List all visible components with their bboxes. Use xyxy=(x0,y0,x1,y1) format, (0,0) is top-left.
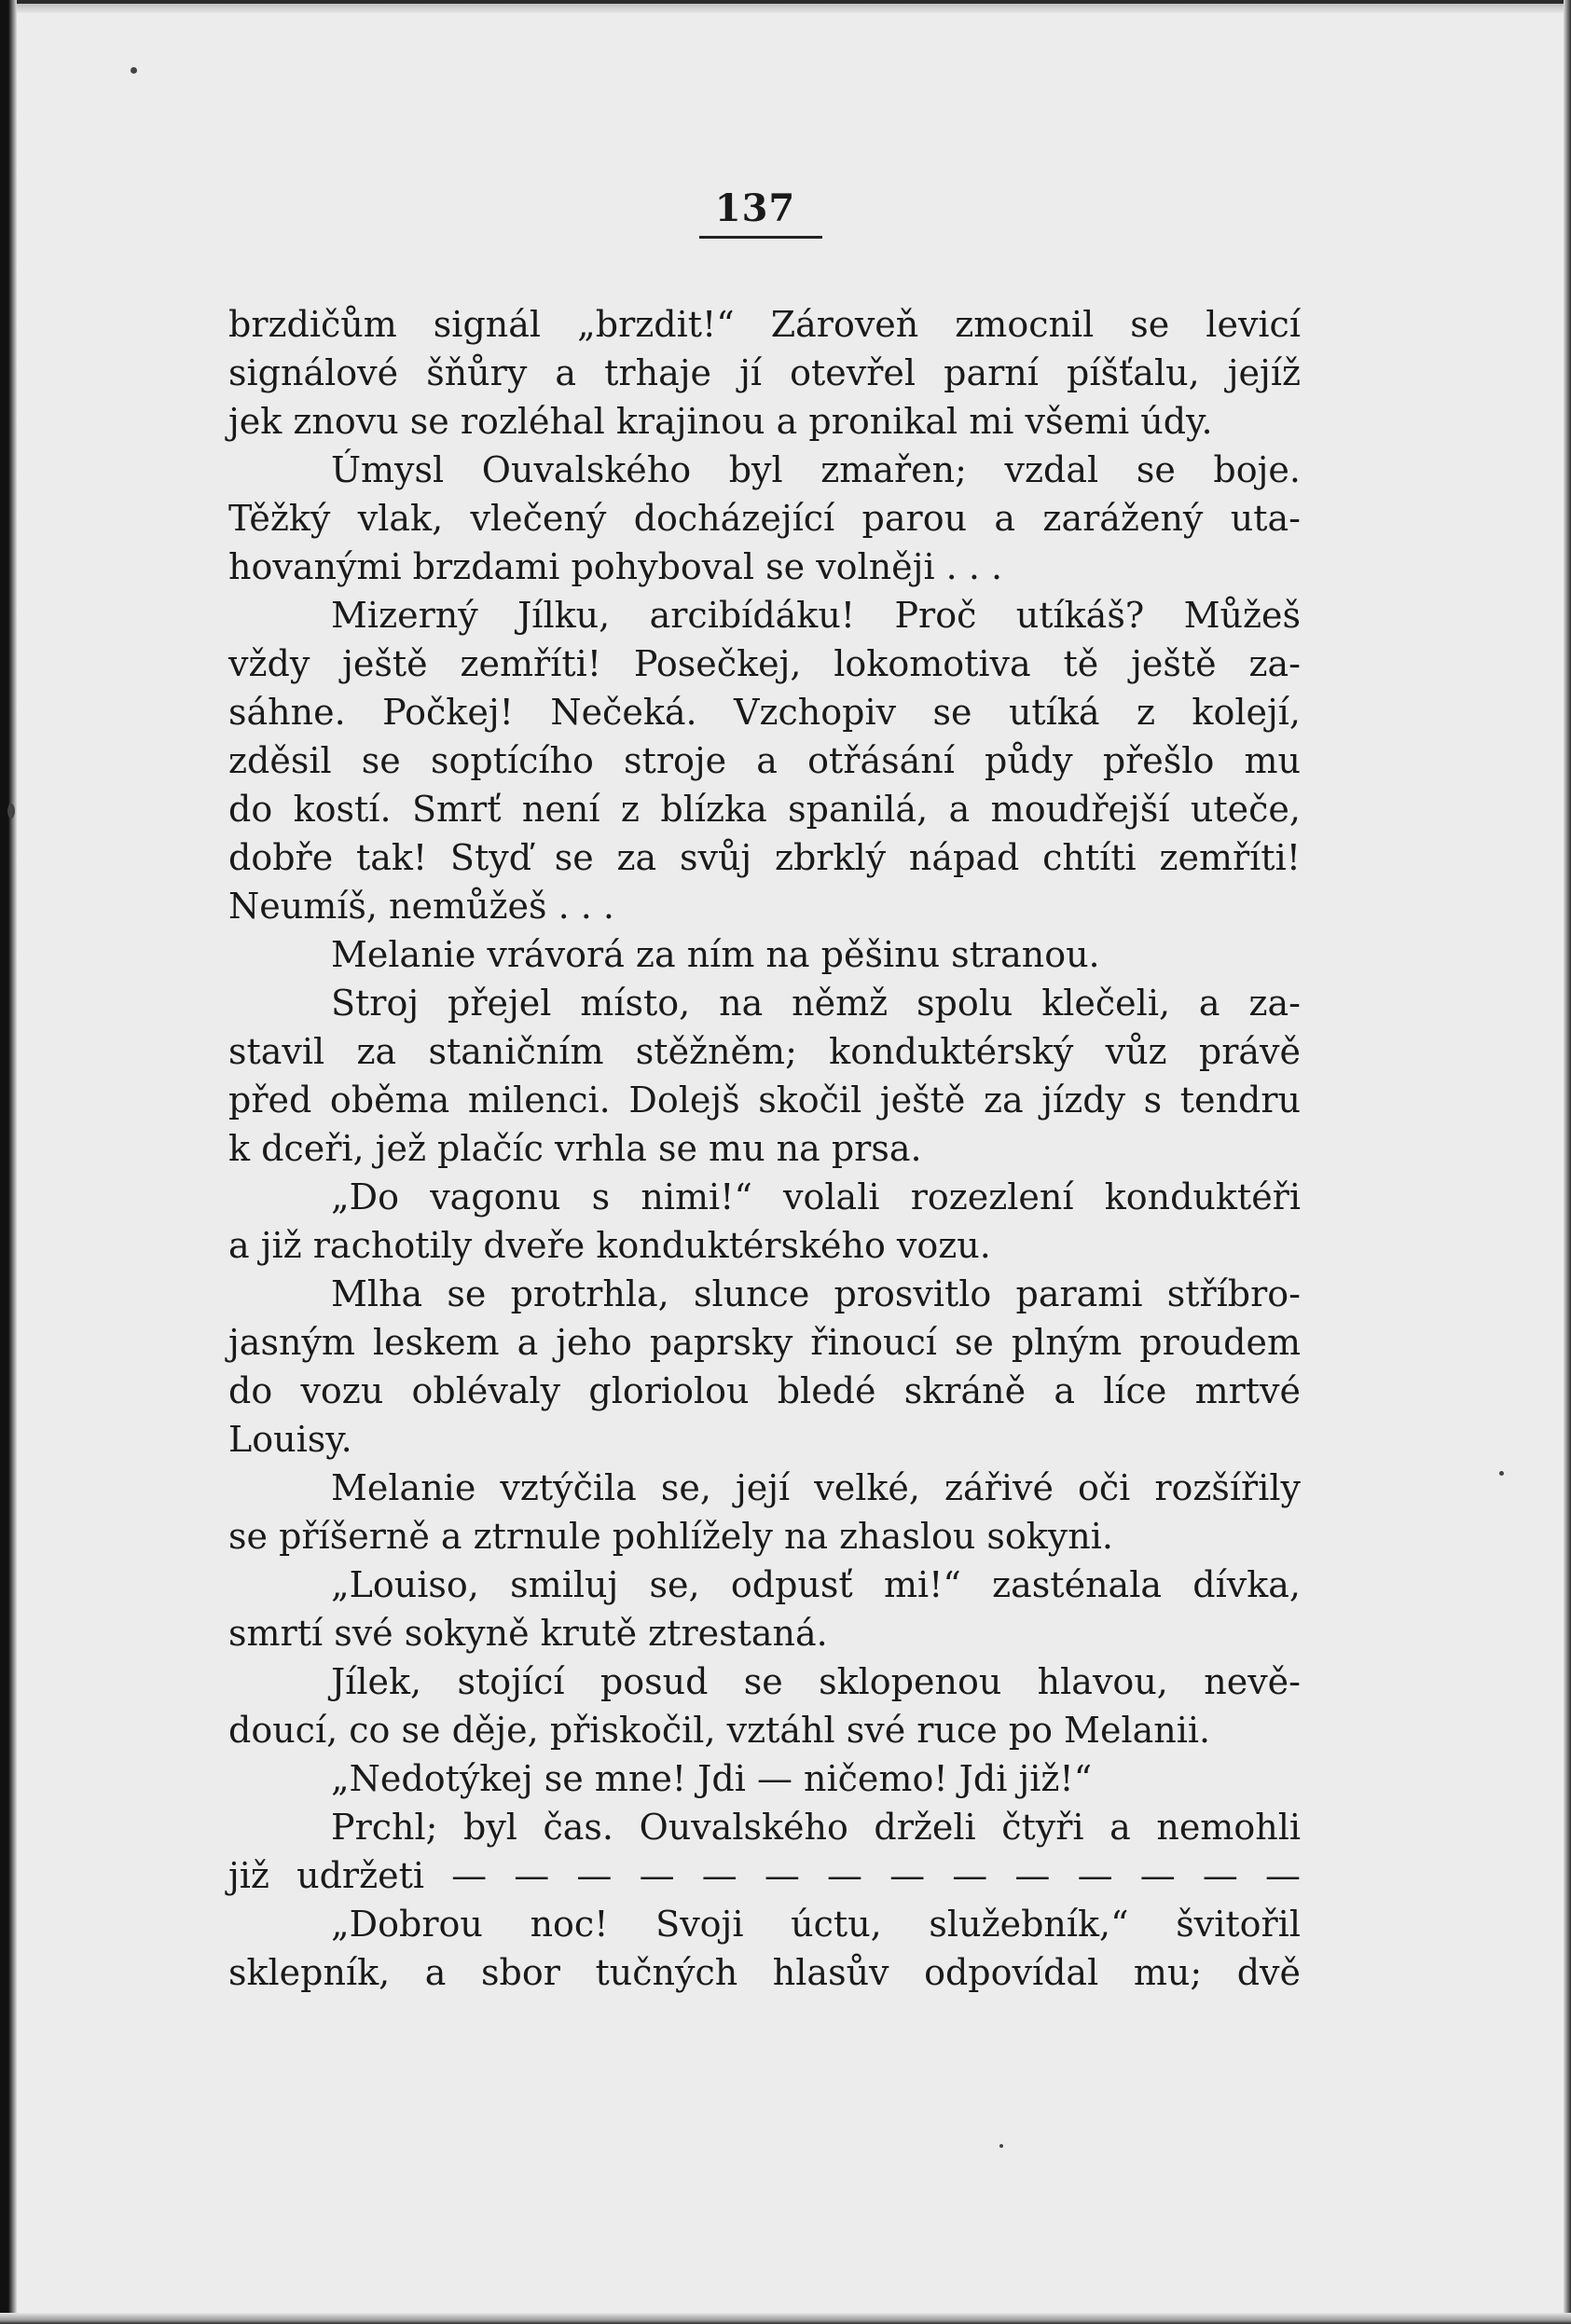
scan-top-edge xyxy=(0,0,1571,13)
text-line: Melanie vrávorá za ním na pěšinu stranou. xyxy=(331,934,1100,975)
scan-speck xyxy=(131,67,137,74)
text-line: „Do vagonu s nimi!“ volali rozezlení konduktéři xyxy=(331,1176,1301,1217)
scan-speck xyxy=(7,804,15,818)
text-line: před oběma milenci. Dolejš skočil ještě za jízdy s tendru xyxy=(228,1079,1301,1121)
text-line: již udržeti — — — — — — — — — — — — — — xyxy=(228,1855,1301,1896)
text-line: Melanie vztýčila se, její velké, zářivé oči rozšířily xyxy=(331,1467,1301,1508)
text-line: do vozu oblévaly gloriolou bledé skráně a líce mrtvé xyxy=(228,1370,1301,1411)
text-line: „Dobrou noc! Svoji úctu, služebník,“ švitořil xyxy=(331,1904,1301,1945)
text-line: Stroj přejel místo, na němž spolu klečeli, a za- xyxy=(331,983,1301,1024)
page-number-rule xyxy=(699,236,822,239)
body-text xyxy=(228,300,1301,1997)
text-line: „Louiso, smiluj se, odpusť mi!“ zasténala dívka, xyxy=(331,1564,1301,1605)
text-line: dobře tak! Styď se za svůj zbrklý nápad chtíti zemříti! xyxy=(228,837,1301,878)
text-line: brzdičům signál „brzdit!“ Zároveň zmocnil se levicí xyxy=(228,304,1301,345)
text-line: se příšerně a ztrnule pohlížely na zhaslou sokyni. xyxy=(228,1516,1113,1557)
text-line: „Nedotýkej se mne! Jdi — ničemo! Jdi již!“ xyxy=(331,1758,1093,1799)
text-line: a již rachotily dveře konduktérského vozu. xyxy=(228,1225,991,1266)
text-line: hovanými brzdami pohyboval se volněji . . . xyxy=(228,546,1003,587)
text-line: jasným leskem a jeho paprsky řinoucí se plným proudem xyxy=(228,1322,1301,1363)
text-line: doucí, co se děje, přiskočil, vztáhl své ruce po Melanii. xyxy=(228,1710,1211,1751)
scan-speck xyxy=(1499,1471,1504,1476)
text-line: Jílek, stojící posud se sklopenou hlavou, nevě- xyxy=(331,1661,1301,1702)
scan-left-edge xyxy=(0,0,17,2324)
text-line: stavil za staničním stěžněm; konduktérský vůz právě xyxy=(228,1031,1301,1072)
text-line: zděsil se soptícího stroje a otřásání půdy přešlo mu xyxy=(228,740,1301,781)
text-line: Neumíš, nemůžeš . . . xyxy=(228,886,615,927)
text-line: signálové šňůry a trhaje jí otevřel parní píšťalu, jejíž xyxy=(228,352,1301,393)
text-line: Mizerný Jílku, arcibídáku! Proč utíkáš? Můžeš xyxy=(331,595,1301,636)
text-line: Těžký vlak, vlečený docházející parou a zarážený uta- xyxy=(228,498,1301,539)
text-line: Prchl; byl čas. Ouvalského drželi čtyři a nemohli xyxy=(331,1807,1301,1848)
text-line: k dceři, jež plačíc vrhla se mu na prsa. xyxy=(228,1128,922,1169)
text-line: Louisy. xyxy=(228,1419,352,1460)
text-line: jek znovu se rozléhal krajinou a pronikal mi všemi údy. xyxy=(228,401,1213,442)
text-line: Mlha se protrhla, slunce prosvitlo parami stříbro- xyxy=(331,1273,1301,1314)
text-line: do kostí. Smrť není z blízka spanilá, a moudřejší uteče, xyxy=(228,789,1301,830)
text-line: vždy ještě zemříti! Posečkej, lokomotiva tě ještě za- xyxy=(228,643,1301,684)
text-line: Úmysl Ouvalského byl zmařen; vzdal se boje. xyxy=(331,449,1301,490)
text-line: smrtí své sokyně krutě ztrestaná. xyxy=(228,1613,828,1654)
scan-speck xyxy=(999,2144,1003,2148)
text-line: sáhne. Počkej! Nečeká. Vzchopiv se utíká z kolejí, xyxy=(228,692,1301,733)
scan-right-edge xyxy=(1564,0,1571,2324)
text-line: sklepník, a sbor tučných hlasův odpovídal mu; dvě xyxy=(228,1952,1301,1993)
page-number: 137 xyxy=(714,186,796,230)
scan-bottom-edge xyxy=(0,2313,1571,2324)
